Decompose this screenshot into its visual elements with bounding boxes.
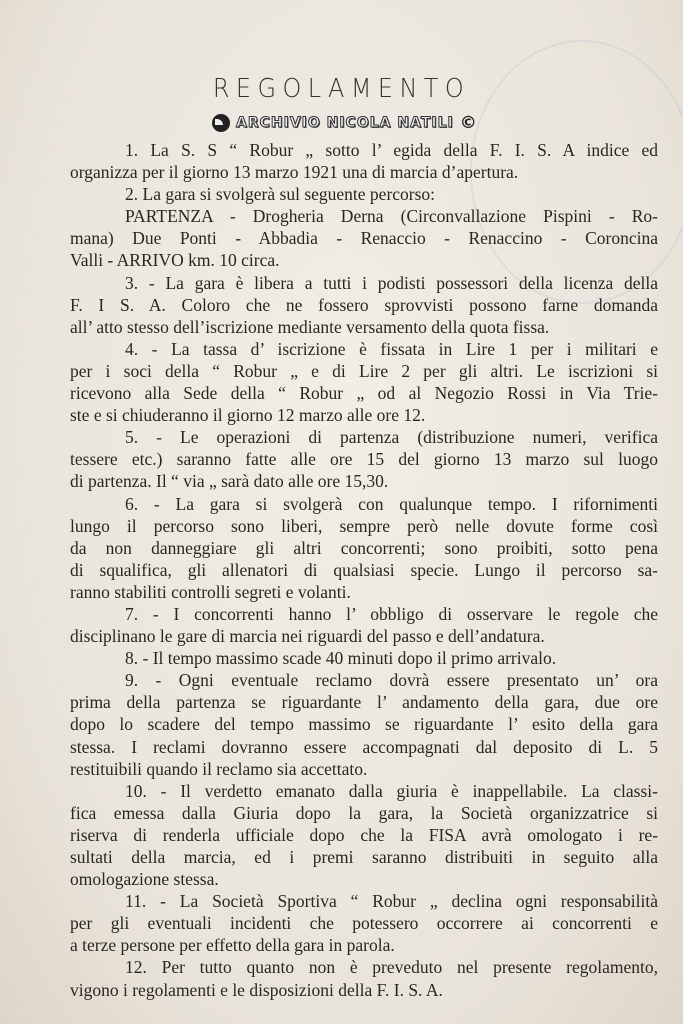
text-line: 11. - La Società Sportiva “ Robur „ declina ogni responsabilità: [125, 891, 658, 912]
text-line: 2. La gara si svolgerà sul seguente percorso:: [125, 184, 436, 205]
text-line: sultati della marcia, ed i premi saranno distribuiti in seguito alla: [70, 847, 658, 867]
text-line: stessa. I reclami dovranno essere accompagnati dal deposito di L. 5: [70, 736, 658, 757]
text-line: da non danneggiare gli altri concorrenti; sono proibiti, sotto pena: [70, 537, 658, 558]
text-line: tessere etc.) saranno fatte alle ore 15 del giorno 13 marzo sul luogo: [70, 449, 658, 470]
document-title: REGOLAMENTO: [212, 74, 471, 104]
text-line: vigono i regolamenti e le disposizioni della F. I. S. A.: [70, 979, 443, 1000]
text-line: ste e si chiuderanno il giorno 12 marzo alle ore 12.: [70, 405, 426, 426]
text-line: prima della partenza se riguardante l’ andamento della gara, due ore: [70, 692, 658, 713]
copyright-icon: ©: [459, 113, 477, 133]
text-line: Valli - ARRIVO km. 10 circa.: [70, 250, 280, 271]
text-line: lungo il percorso sono liberi, sempre però nelle dovute forme così: [70, 515, 658, 536]
text-line: di partenza. Il “ via „ sarà dato alle ore 15,30.: [70, 471, 389, 492]
regulation-paragraph: [70, 205, 658, 271]
archive-stamp: [212, 113, 477, 133]
regulation-body: [70, 139, 658, 1001]
text-line: dopo lo scadere del tempo massimo se riguardante l’ esito della gara: [70, 714, 658, 735]
regulation-paragraph: [70, 780, 658, 890]
archive-logo-icon: [212, 114, 230, 132]
regulation-paragraph: [70, 426, 658, 492]
regulation-paragraph: [70, 647, 658, 669]
text-line: ranno stabiliti controlli segreti e volanti.: [70, 581, 351, 602]
text-line: di squalifica, gli allenatori di qualsiasi specie. Lungo il percorso sa-: [70, 559, 658, 580]
text-line: restituibili quando il reclamo sia accettato.: [70, 758, 368, 779]
text-line: ricevono alla Sede della “ Robur „ od al Negozio Rossi in Via Trie-: [70, 383, 658, 404]
text-line: mana) Due Ponti - Abbadia - Renaccio - Renaccino - Coroncina: [70, 228, 658, 249]
text-line: omologazione stessa.: [70, 869, 219, 890]
text-line: per i soci della “ Robur „ e di Lire 2 per gli altri. Le iscrizioni si: [70, 360, 658, 381]
text-line: disciplinano le gare di marcia nei riguardi del passo e dell’andatura.: [70, 626, 545, 647]
text-line: 8. - Il tempo massimo scade 40 minuti dopo il primo arrivalo.: [125, 648, 557, 669]
text-line: 12. Per tutto quanto non è preveduto nel presente regolamento,: [125, 957, 658, 978]
regulation-paragraph: [70, 603, 658, 647]
regulation-paragraph: [70, 493, 658, 603]
text-line: all’ atto stesso dell’iscrizione mediante versamento della quota fissa.: [70, 316, 550, 337]
regulation-paragraph: [70, 139, 658, 183]
regulation-paragraph: [70, 272, 658, 338]
text-line: a terze persone per effetto della gara in parola.: [70, 935, 395, 956]
regulation-paragraph: [70, 890, 658, 956]
text-line: fica emessa dalla Giuria dopo la gara, la Società organizzatrice si: [70, 802, 658, 823]
text-line: per gli eventuali incidenti che potessero occorrere ai concorrenti e: [70, 913, 658, 934]
text-line: PARTENZA - Drogheria Derna (Circonvallazione Pispini - Ro-: [125, 206, 658, 227]
text-line: riserva di renderla ufficiale dopo che la FISA avrà omologato i re-: [70, 824, 658, 845]
text-line: 4. - La tassa d’ iscrizione è fissata in Lire 1 per i militari e: [125, 338, 658, 359]
regulation-paragraph: [70, 338, 658, 426]
text-line: F. I S. A. Coloro che ne fossero sprovvisti possono farne domanda: [70, 294, 658, 315]
text-line: 1. La S. S “ Robur „ sotto l’ egida della F. I. S. A indice ed: [125, 140, 658, 160]
regulation-paragraph: [70, 956, 658, 1000]
regulation-paragraph: [70, 669, 658, 779]
regulation-paragraph: [70, 183, 658, 205]
text-line: 10. - Il verdetto emanato dalla giuria è inappellabile. La classi-: [125, 780, 658, 801]
text-line: 3. - La gara è libera a tutti i podisti possessori della licenza della: [125, 272, 658, 293]
text-line: 5. - Le operazioni di partenza (distribuzione numeri, verifica: [125, 427, 658, 448]
text-line: 9. - Ogni eventuale reclamo dovrà essere presentato un’ ora: [125, 670, 658, 691]
archive-stamp-text: ARCHIVIO NICOLA NATILI: [236, 115, 454, 131]
text-line: organizza per il giorno 13 marzo 1921 una di marcia d’apertura.: [70, 162, 519, 183]
text-line: 7. - I concorrenti hanno l’ obbligo di osservare le regole che: [125, 603, 658, 624]
text-line: 6. - La gara si svolgerà con qualunque tempo. I rifornimenti: [125, 493, 658, 514]
